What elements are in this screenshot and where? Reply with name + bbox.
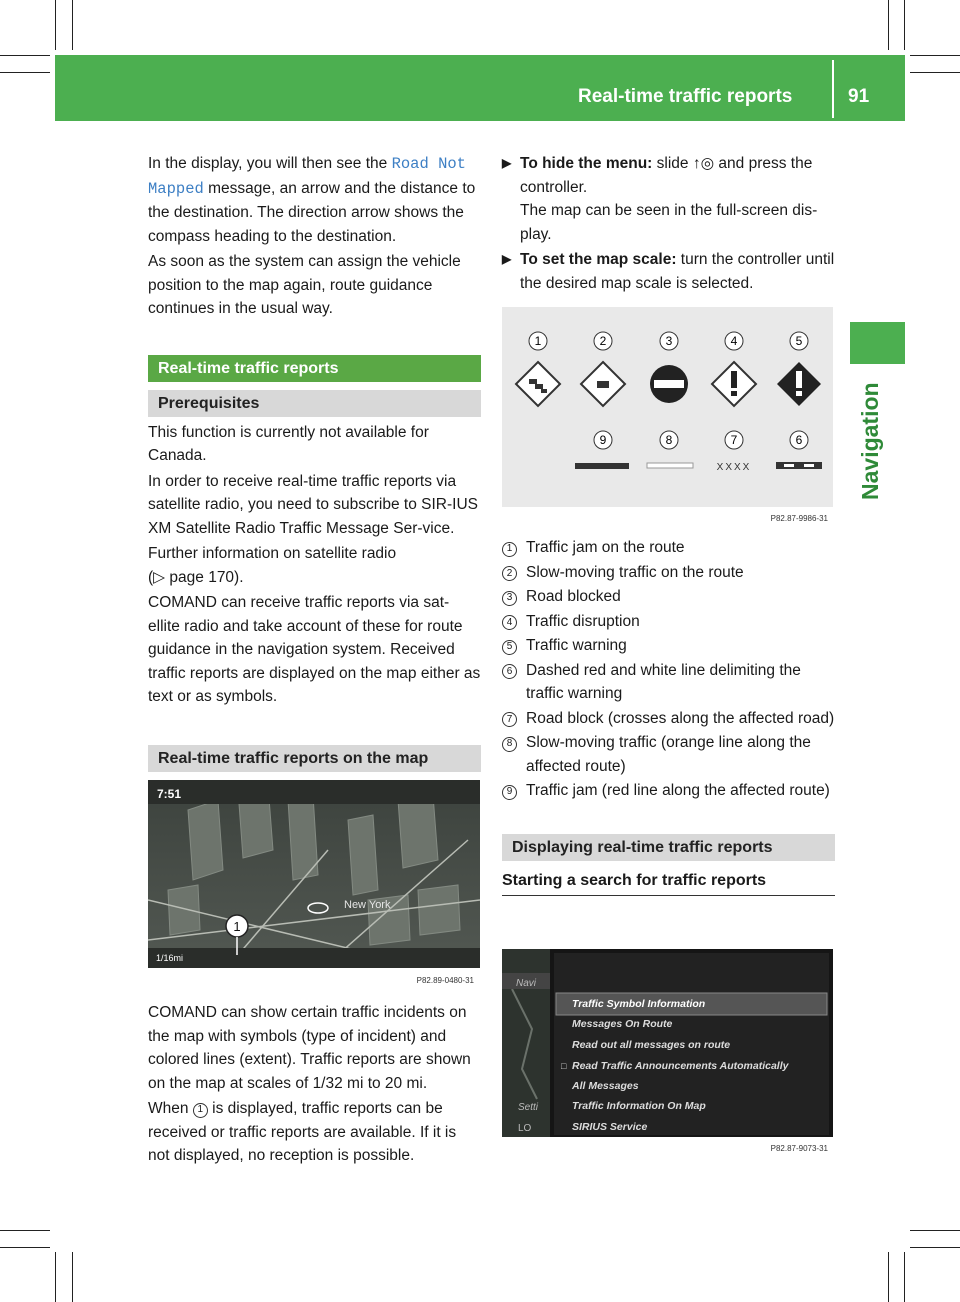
subsection-heading: Displaying real-time traffic reports: [502, 834, 835, 861]
callout-number-icon: 1: [193, 1103, 208, 1118]
legend-text: Dashed red and white line delimiting the traffic warning: [526, 661, 801, 702]
text: message, an arrow and the distance: [203, 179, 458, 197]
display-message: Mapped: [148, 179, 204, 198]
crop-mark: [910, 72, 960, 73]
step-arrow-icon: ▶: [502, 252, 512, 266]
symbol-2: [581, 332, 625, 406]
paragraph: In order to receive real-time traffic reports via satellite radio, you need to subscribe to SIR-IUS XM Satellite Radio Traffic Message Ser-vice.: [148, 472, 478, 537]
step-text: slide ↑◎ and press the controller.: [520, 155, 813, 196]
header-separator: [832, 60, 834, 118]
crop-mark: [904, 0, 905, 50]
menu-item[interactable]: All Messages: [572, 1080, 639, 1092]
subsection-heading: Real-time traffic reports on the map: [148, 745, 481, 772]
step-arrow-icon: ▶: [502, 156, 512, 170]
legend-item: [502, 779, 835, 803]
section-heading: Real-time traffic reports: [148, 355, 481, 382]
page-title: Real-time traffic reports: [578, 86, 793, 107]
symbol-number: 2: [599, 334, 607, 348]
side-tab-label: Navigation: [857, 382, 883, 500]
legend-item: [502, 561, 835, 585]
callout-number-icon: 4: [502, 615, 517, 630]
sub-subheading: Starting a search for traffic reports: [502, 869, 835, 897]
legend-item: [502, 585, 835, 609]
symbol-7: [717, 431, 752, 473]
paragraph: This function is currently not available for Canada.: [148, 423, 429, 464]
legend-item: [502, 731, 835, 778]
image-credit: P82.87-9986-31: [770, 514, 828, 523]
map-callout-number: 1: [233, 919, 241, 934]
paragraph: As soon as the system can assign the vehicle position to the map again, route guidance continues in the usual way.: [148, 253, 461, 317]
crop-mark: [72, 1252, 73, 1302]
legend-text: Slow-moving traffic on the route: [526, 563, 744, 581]
symbol-9: [575, 431, 629, 469]
instruction-step: [502, 152, 835, 246]
paragraph: COMAND can receive traffic reports via sat-ellite radio and take account of these for route guidance in the navigation system. Received traffic reports are displayed on the map either as text or as symbols.: [148, 594, 481, 705]
crop-mark: [910, 1247, 960, 1248]
legend-text: Traffic warning: [526, 637, 627, 654]
crop-mark: [888, 1252, 889, 1302]
map-scale: 1/16mi: [156, 953, 184, 963]
text: In the display, you will then see the: [148, 155, 392, 172]
page-number: 91: [848, 86, 870, 107]
display-message: Road Not: [391, 155, 466, 173]
crop-mark: [910, 55, 960, 56]
legend-item: [502, 707, 835, 731]
crop-mark: [0, 55, 50, 56]
callout-number-icon: 7: [502, 712, 517, 727]
image-credit: P82.89-0480-31: [416, 976, 474, 985]
traffic-symbols-image: [502, 307, 833, 528]
legend-item: [502, 634, 835, 658]
text: When: [148, 1100, 193, 1117]
map-illustration: [148, 780, 480, 990]
crop-mark: [55, 1252, 56, 1302]
legend-item: [502, 610, 835, 634]
page-ref-arrow-icon: ▷: [153, 568, 166, 586]
map-time: 7:51: [157, 787, 182, 801]
symbol-number: 8: [665, 433, 673, 447]
legend-text: Slow-moving traffic (orange line along the affected route): [526, 734, 811, 775]
crop-mark: [0, 1230, 50, 1231]
checkbox-icon[interactable]: □: [561, 1061, 567, 1071]
crop-mark: [888, 0, 889, 50]
paragraph: [148, 152, 481, 248]
legend-text: Traffic jam on the route: [526, 539, 685, 556]
symbol-number: 1: [534, 334, 542, 348]
text: Further information on satellite radio: [148, 545, 397, 562]
crop-mark: [0, 72, 50, 73]
callout-number-icon: 9: [502, 785, 517, 800]
step-label: To set the map scale:: [520, 251, 677, 268]
menu-illustration: [502, 949, 833, 1157]
menu-screenshot: [502, 949, 833, 1157]
map-city-label: New York: [344, 899, 391, 911]
side-menu-item: Setti: [518, 1102, 539, 1113]
menu-item[interactable]: SIRIUS Service: [572, 1121, 648, 1133]
symbol-number: 7: [730, 433, 738, 447]
subsection-heading: Prerequisites: [148, 390, 481, 417]
callout-number-icon: 5: [502, 640, 517, 655]
callout-number-icon: 3: [502, 591, 517, 606]
legend-text: Road blocked: [526, 588, 621, 605]
instruction-step: [502, 248, 835, 295]
crop-mark: [904, 1252, 905, 1302]
left-column-bottom: [148, 1001, 481, 1170]
symbol-1: [516, 332, 560, 406]
crop-mark: [55, 0, 56, 50]
callout-number-icon: 6: [502, 664, 517, 679]
text: to the destination. The direction arrow shows the compass heading to the destination.: [148, 179, 476, 245]
step-label: To hide the menu:: [520, 155, 653, 172]
menu-item[interactable]: Read out all messages on route: [572, 1039, 731, 1051]
paragraph: Further information on satellite radio (▷ page 170).: [148, 545, 397, 586]
side-menu-item: Navi: [516, 978, 537, 989]
legend-text: Road block (crosses along the affected road): [526, 709, 835, 727]
legend-list: [502, 536, 835, 896]
right-column: [502, 152, 835, 297]
menu-item[interactable]: Messages On Route: [572, 1018, 673, 1030]
crop-mark: [72, 0, 73, 50]
crop-mark: [0, 1247, 50, 1248]
symbol-5: [777, 332, 821, 406]
legend-item: [502, 536, 835, 560]
step-text: The map can be seen in the full-screen dis-play.: [520, 202, 818, 243]
callout-number-icon: 2: [502, 566, 517, 581]
crop-mark: [910, 1230, 960, 1231]
left-column: [148, 152, 481, 772]
symbol-6: [776, 431, 822, 469]
legend-text: Traffic disruption: [526, 612, 640, 630]
symbol-number: 5: [795, 334, 803, 348]
paragraph: [148, 1097, 481, 1168]
traffic-symbols-illustration: [502, 307, 833, 528]
symbol-3: [650, 332, 688, 403]
symbol-4: [712, 332, 756, 406]
callout-number-icon: 1: [502, 542, 517, 557]
symbol-number: 4: [730, 334, 738, 348]
page-link[interactable]: page 170).: [169, 568, 244, 586]
side-menu-item: LO: [518, 1123, 532, 1134]
symbol-number: 6: [795, 433, 803, 447]
image-credit: P82.87-9073-31: [770, 1144, 828, 1153]
menu-item[interactable]: Traffic Information On Map: [572, 1100, 706, 1112]
paragraph: COMAND can show certain traffic incidents on the map with symbols (type of incident) and colored lines (extent). Traffic reports are shown on the map at scales of 1/32 mi to 20 mi.: [148, 1004, 471, 1092]
map-image: [148, 780, 480, 990]
symbol-number: 3: [665, 334, 673, 348]
road-block-crosses: XXXX: [716, 462, 752, 473]
legend-text: Traffic jam (red line along the affected route): [526, 782, 830, 799]
symbol-number: 9: [599, 433, 607, 447]
text: is displayed, traffic reports can be received or traffic reports are available. If it is not displayed, no reception is possible.: [148, 1100, 457, 1164]
symbol-8: [647, 431, 693, 468]
menu-item[interactable]: Read Traffic Announcements Automatically: [572, 1060, 789, 1072]
legend-item: [502, 659, 835, 706]
side-tab: [850, 322, 905, 364]
callout-number-icon: 8: [502, 737, 517, 752]
step-text: turn the controller until the desired map scale is selected.: [520, 251, 835, 292]
menu-item[interactable]: Traffic Symbol Information: [572, 998, 706, 1010]
